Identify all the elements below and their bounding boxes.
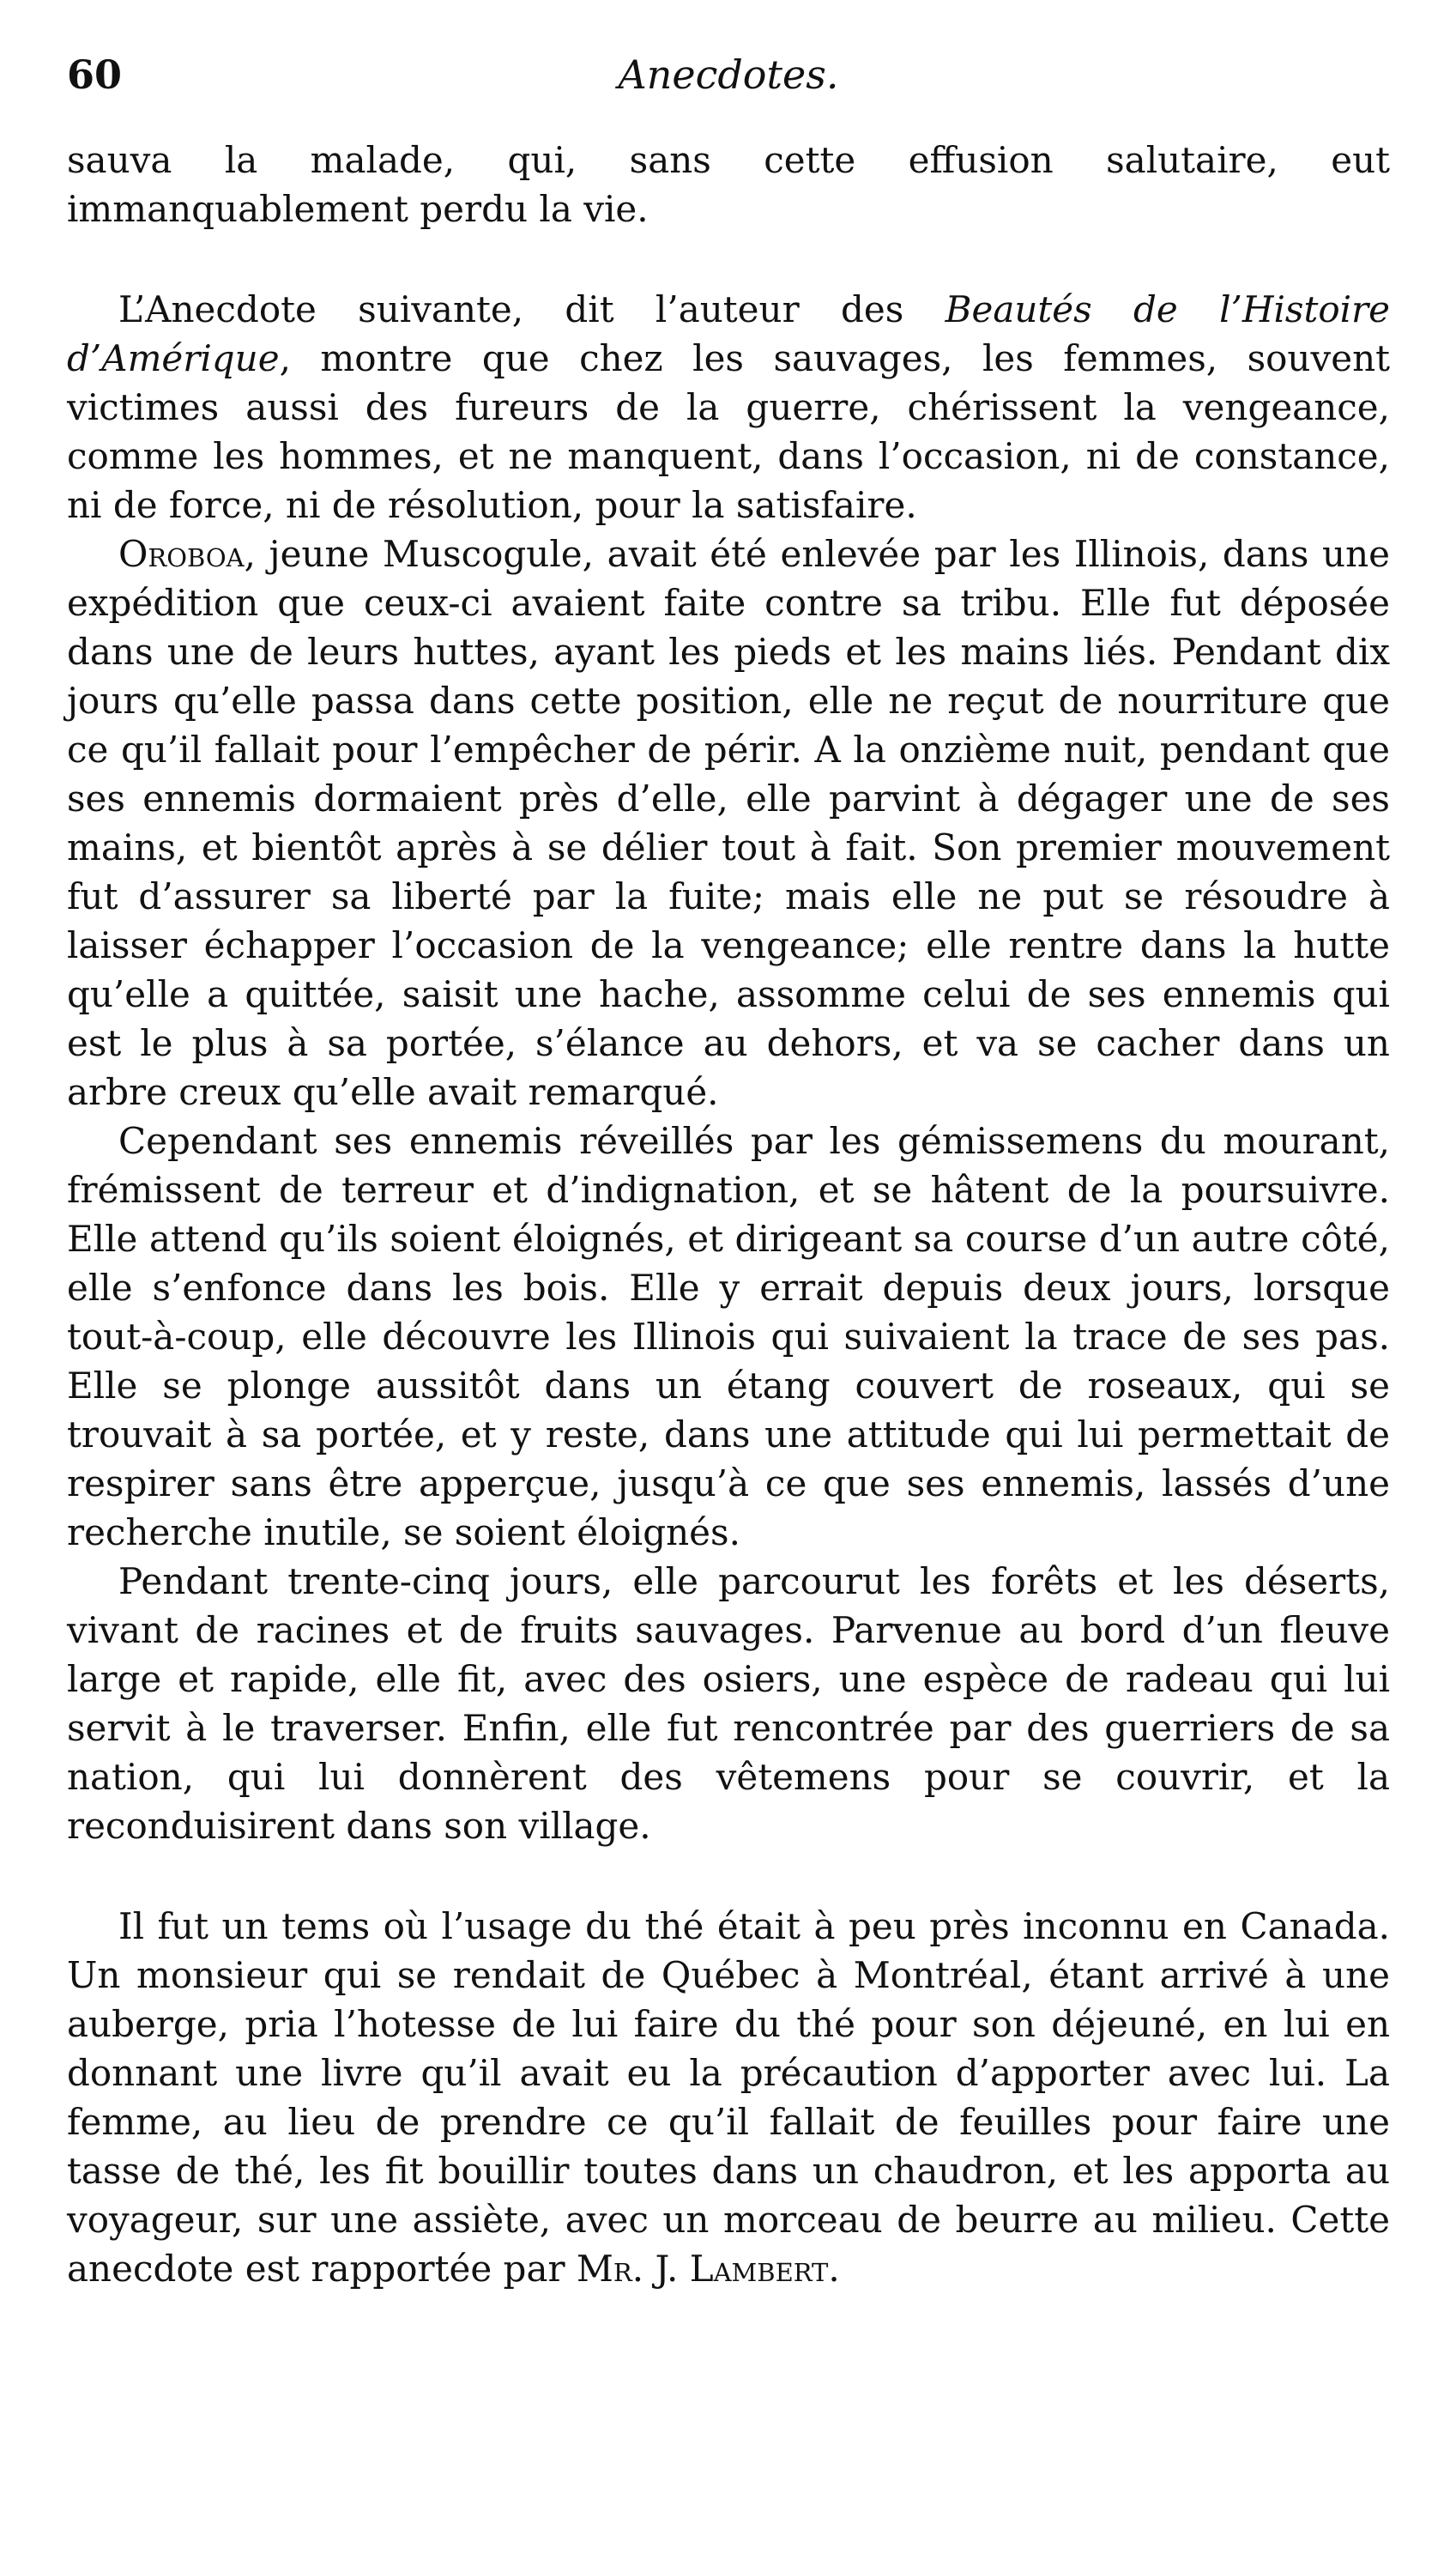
tea-text-end: .	[828, 2248, 840, 2290]
tea-text: Il fut un tems où l’usage du thé était à peu près inconnu en Canada. Un monsieur qui se rendait de Québec à Montréal, étant arrivé à une auberge, pria l’hotesse de lui faire du thé pour son déjeuné, en lui en donnant une livre qu’il avait eu la précaution d’apporter avec lui. La femme, au lieu de prendre ce qu’il fallait de feuilles pour faire une tasse de thé, les fit bouillir toutes dans un chaudron, et les apporta au voyageur, sur une assiète, avec un morceau de beurre au milieu. Cette anecdote est rapportée par	[67, 1905, 1390, 2290]
intro-text: L’Anecdote suivante, dit l’auteur des	[118, 288, 945, 330]
paragraph-pursuit: Cependant ses ennemis réveillés par les gémissemens du mourant, frémissent de terreur et d’indignation, et se hâtent de la poursuivre. Elle attend qu’ils soient éloignés, et dirigeant sa course d’un autre côté, elle s’enfonce dans les bois. Elle y errait depuis deux jours, lorsque tout-à-coup, elle découvre les Illinois qui suivaient la trace de ses pas. Elle se plonge aussitôt dans un étang couvert de roseaux, qui se trouvait à sa portée, et y reste, dans une attitude qui lui permettait de respirer sans être apperçue, jusqu’à ce que ses ennemis, lassés d’une recherche inutile, se soient éloignés.	[67, 1120, 1390, 1553]
running-title: Anecdotes.	[618, 51, 839, 98]
intro-text-rest: , montre que chez les sauvages, les femmes, souvent victimes aussi des fureurs de la guerre, chérissent la vengeance, comme les hommes, et ne manquent, dans l’occasion, ni de constance, ni de force, ni de résolution, pour la satisfaire.	[67, 337, 1390, 526]
character-name: Oroboa	[118, 533, 245, 575]
oroboa-text: , jeune Muscogule, avait été enlevée par les Illinois, dans une expédition que ceux-ci avaient faite contre sa tribu. Elle fut déposée dans une de leurs huttes, ayant les pieds et les mains liés. Pendant dix jours qu’elle passa dans cette position, elle ne reçut de nourriture que ce qu’il fallait pour l’empêcher de périr. A la onzième nuit, pendant que ses ennemis dormaient près d’elle, elle parvint à dégager une de ses mains, et bientôt après à se délier tout à fait. Son premier mouvement fut d’assurer sa liberté par la fuite; mais elle ne put se résoudre à laisser échapper l’occasion de la vengeance; elle rentre dans la hutte qu’elle a quittée, saisit une hache, assomme celui de ses ennemis qui est le plus à sa portée, s’élance au dehors, et va se cacher dans un arbre creux qu’elle avait remarqué.	[67, 533, 1390, 1113]
page-number: 60	[67, 51, 123, 98]
page-header	[67, 51, 1390, 120]
book-title-reference: Beautés de l’Histoire d’Amérique	[67, 288, 1390, 379]
paragraph-tea-anecdote	[67, 1902, 1390, 2293]
paragraph-continuation: sauva la malade, qui, sans cette effusion salutaire, eut immanquablement perdu la vie.	[67, 139, 1390, 230]
paragraph-anecdote-intro	[67, 285, 1390, 530]
paragraph-journey: Pendant trente-cinq jours, elle parcourut les forêts et les déserts, vivant de racines et de fruits sauvages. Parvenue au bord d’un fleuve large et rapide, elle fit, avec des osiers, une espèce de radeau qui lui servit à le traverser. Enfin, elle fut rencontrée par des guerriers de sa nation, qui lui donnèrent des vêtemens pour se couvrir, et la reconduisirent dans son village.	[67, 1560, 1390, 1847]
book-page	[67, 51, 1390, 2293]
paragraph-oroboa	[67, 530, 1390, 1117]
author-name: Mr. J. Lambert	[576, 2248, 829, 2290]
